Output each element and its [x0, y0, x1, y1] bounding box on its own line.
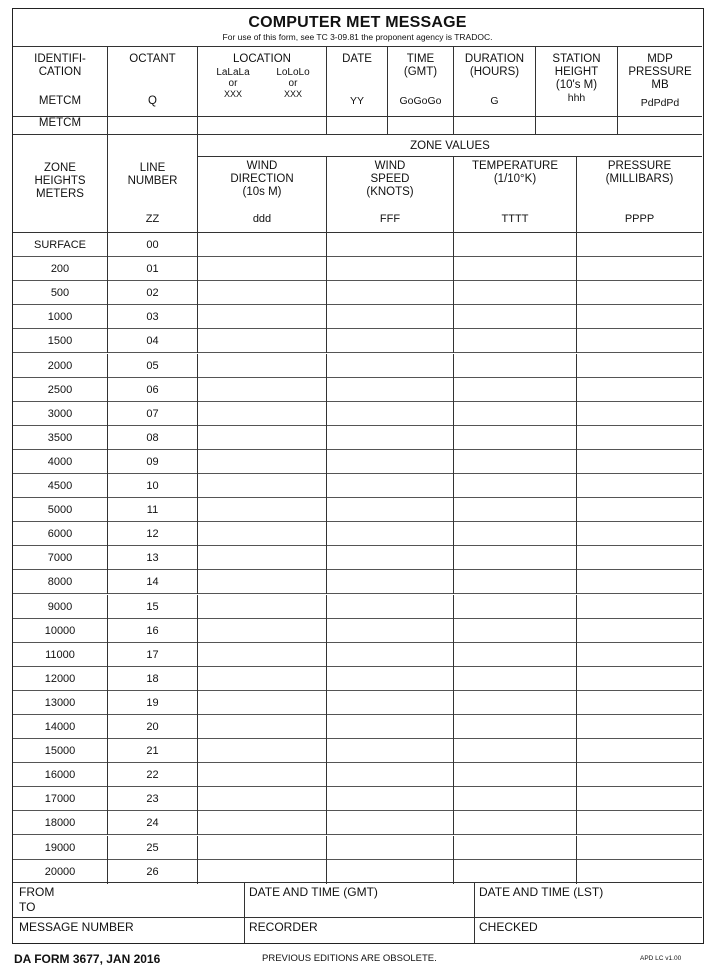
latitude-or: or	[228, 78, 238, 89]
pressure-cell[interactable]	[577, 836, 702, 860]
zone-height-cell: 200	[13, 257, 108, 281]
wind-speed-label: WIND SPEED (KNOTS)	[366, 160, 414, 198]
pressure-cell[interactable]	[577, 329, 702, 353]
temperature-cell[interactable]	[454, 570, 577, 594]
wind-direction-cell[interactable]	[198, 233, 327, 257]
wind-speed-header	[327, 157, 454, 233]
wind-direction-cell[interactable]	[198, 643, 327, 667]
duration-entry-field[interactable]	[454, 112, 536, 134]
pressure-cell[interactable]	[577, 811, 702, 835]
line-number-code: ZZ	[145, 213, 160, 225]
zone-height-cell: 15000	[13, 739, 108, 763]
wind-direction-cell[interactable]	[198, 691, 327, 715]
pressure-cell[interactable]	[577, 691, 702, 715]
zone-height-cell: 14000	[13, 715, 108, 739]
zone-height-cell: 18000	[13, 811, 108, 835]
line-number-cell: 23	[108, 787, 198, 811]
line-number-cell: 03	[108, 305, 198, 329]
wind-direction-cell[interactable]	[198, 739, 327, 763]
line-number-cell: 20	[108, 715, 198, 739]
wind-speed-cell[interactable]	[327, 257, 454, 281]
wind-speed-cell[interactable]	[327, 522, 454, 546]
octant-label: OCTANT	[129, 53, 176, 65]
table-row	[13, 450, 702, 474]
wind-speed-cell[interactable]	[327, 715, 454, 739]
wind-direction-cell[interactable]	[198, 811, 327, 835]
temperature-header	[454, 157, 577, 233]
table-row	[13, 739, 702, 763]
latitude-xxx: XXX	[223, 89, 242, 99]
temperature-cell[interactable]	[454, 643, 577, 667]
wind-speed-cell[interactable]	[327, 739, 454, 763]
wind-speed-cell[interactable]	[327, 787, 454, 811]
table-row	[13, 836, 702, 860]
wind-speed-cell[interactable]	[327, 860, 454, 884]
wind-direction-cell[interactable]	[198, 763, 327, 787]
temperature-cell[interactable]	[454, 426, 577, 450]
wind-speed-cell[interactable]	[327, 763, 454, 787]
line-number-cell: 05	[108, 354, 198, 378]
table-row	[13, 329, 702, 353]
zone-height-cell: SURFACE	[13, 233, 108, 257]
wind-direction-cell[interactable]	[198, 522, 327, 546]
mdp-pressure-entry-field[interactable]	[618, 112, 702, 134]
line-number-cell: 08	[108, 426, 198, 450]
temperature-cell[interactable]	[454, 763, 577, 787]
pressure-cell[interactable]	[577, 739, 702, 763]
date-time-lst-field[interactable]	[475, 883, 702, 918]
line-number-cell: 14	[108, 570, 198, 594]
wind-direction-cell[interactable]	[198, 474, 327, 498]
latitude-code: LaLaLa	[216, 67, 250, 78]
pressure-cell[interactable]	[577, 546, 702, 570]
temperature-cell[interactable]	[454, 595, 577, 619]
metcm-entry-row	[13, 112, 702, 135]
zone-height-cell: 3000	[13, 402, 108, 426]
checked-field[interactable]	[475, 918, 702, 943]
zone-height-cell: 1000	[13, 305, 108, 329]
line-number-cell: 07	[108, 402, 198, 426]
wind-speed-cell[interactable]	[327, 281, 454, 305]
line-number-cell: 00	[108, 233, 198, 257]
zone-height-cell: 19000	[13, 836, 108, 860]
wind-direction-label: WIND DIRECTION (10s M)	[230, 160, 294, 198]
wind-direction-cell[interactable]	[198, 305, 327, 329]
wind-speed-cell[interactable]	[327, 426, 454, 450]
table-row	[13, 691, 702, 715]
line-number-cell: 04	[108, 329, 198, 353]
table-row	[13, 763, 702, 787]
wind-direction-cell[interactable]	[198, 329, 327, 353]
checked-label: CHECKED	[479, 920, 538, 934]
table-row	[13, 281, 702, 305]
wind-direction-cell[interactable]	[198, 498, 327, 522]
wind-speed-cell[interactable]	[327, 354, 454, 378]
wind-direction-cell[interactable]	[198, 426, 327, 450]
temperature-cell[interactable]	[454, 354, 577, 378]
line-number-cell: 22	[108, 763, 198, 787]
temperature-cell[interactable]	[454, 329, 577, 353]
location-latitude	[204, 67, 262, 100]
temperature-cell[interactable]	[454, 715, 577, 739]
wind-speed-cell[interactable]	[327, 595, 454, 619]
line-number-label: LINE NUMBER	[127, 162, 178, 187]
time-code: GoGoGo	[399, 95, 442, 107]
table-row	[13, 546, 702, 570]
pressure-cell[interactable]	[577, 378, 702, 402]
table-row	[13, 811, 702, 835]
wind-speed-cell[interactable]	[327, 570, 454, 594]
wind-speed-cell[interactable]	[327, 305, 454, 329]
temperature-cell[interactable]	[454, 836, 577, 860]
pressure-cell[interactable]	[577, 257, 702, 281]
date-time-gmt-label: DATE AND TIME (GMT)	[249, 885, 378, 899]
line-number-cell: 26	[108, 860, 198, 884]
location-label: LOCATION	[233, 53, 291, 65]
wind-speed-cell[interactable]	[327, 811, 454, 835]
wind-direction-code: ddd	[252, 213, 272, 225]
identification-header	[13, 47, 702, 117]
table-row	[13, 667, 702, 691]
footer-message-row	[13, 918, 702, 943]
temperature-cell[interactable]	[454, 691, 577, 715]
table-row	[13, 305, 702, 329]
form-number: DA FORM 3677, JAN 2016	[14, 952, 161, 966]
table-row	[13, 570, 702, 594]
line-number-cell: 17	[108, 643, 198, 667]
line-number-cell: 25	[108, 836, 198, 860]
time-entry-field[interactable]	[388, 112, 454, 134]
line-number-cell: 15	[108, 595, 198, 619]
zone-heights-label: ZONE HEIGHTS METERS	[13, 135, 108, 233]
pressure-cell[interactable]	[577, 619, 702, 643]
line-number-cell: 18	[108, 667, 198, 691]
form-title: COMPUTER MET MESSAGE	[248, 14, 467, 31]
octant-entry-field[interactable]	[108, 112, 198, 134]
longitude-code: LoLoLo	[276, 67, 310, 78]
table-row	[13, 643, 702, 667]
zone-height-cell: 20000	[13, 860, 108, 884]
location-entry-field[interactable]	[198, 112, 327, 134]
pressure-cell[interactable]	[577, 643, 702, 667]
line-number-cell: 12	[108, 522, 198, 546]
wind-speed-cell[interactable]	[327, 619, 454, 643]
table-row	[13, 233, 702, 257]
table-row	[13, 402, 702, 426]
wind-direction-cell[interactable]	[198, 378, 327, 402]
pressure-cell[interactable]	[577, 305, 702, 329]
pressure-cell[interactable]	[577, 787, 702, 811]
pressure-cell[interactable]	[577, 763, 702, 787]
from-label: FROM	[19, 885, 55, 899]
wind-direction-cell[interactable]	[198, 787, 327, 811]
wind-speed-cell[interactable]	[327, 378, 454, 402]
pressure-cell[interactable]	[577, 354, 702, 378]
mdp-pressure-label: MDP PRESSURE MB	[628, 53, 692, 91]
temperature-cell[interactable]	[454, 378, 577, 402]
line-number-cell: 24	[108, 811, 198, 835]
pressure-cell[interactable]	[577, 233, 702, 257]
temperature-cell[interactable]	[454, 257, 577, 281]
longitude-or: or	[288, 78, 298, 89]
pressure-cell[interactable]	[577, 450, 702, 474]
temperature-cell[interactable]	[454, 402, 577, 426]
table-row	[13, 619, 702, 643]
table-row	[13, 787, 702, 811]
to-label: TO	[19, 900, 36, 914]
zone-height-cell: 1500	[13, 329, 108, 353]
date-code: YY	[349, 95, 364, 107]
recorder-label: RECORDER	[249, 920, 318, 934]
header-date	[327, 47, 388, 117]
station-height-code: hhh	[567, 92, 586, 104]
pressure-cell[interactable]	[577, 402, 702, 426]
line-number-cell: 16	[108, 619, 198, 643]
wind-direction-cell[interactable]	[198, 860, 327, 884]
pressure-header	[577, 157, 702, 233]
temperature-cell[interactable]	[454, 474, 577, 498]
zone-height-cell: 4000	[13, 450, 108, 474]
line-number-cell: 21	[108, 739, 198, 763]
wind-speed-cell[interactable]	[327, 643, 454, 667]
pressure-cell[interactable]	[577, 570, 702, 594]
date-time-gmt-field[interactable]	[245, 883, 475, 918]
previous-editions-note: PREVIOUS EDITIONS ARE OBSOLETE.	[262, 953, 437, 964]
duration-code: G	[490, 95, 499, 107]
line-number-header	[108, 135, 198, 233]
date-label: DATE	[342, 53, 372, 65]
header-duration	[454, 47, 536, 117]
zone-height-cell: 17000	[13, 787, 108, 811]
wind-direction-cell[interactable]	[198, 570, 327, 594]
station-height-label: STATION HEIGHT (10's M)	[552, 53, 601, 91]
time-label: TIME (GMT)	[403, 53, 438, 78]
wind-direction-header	[198, 157, 327, 233]
wind-speed-cell[interactable]	[327, 450, 454, 474]
wind-direction-cell[interactable]	[198, 595, 327, 619]
zone-height-cell: 4500	[13, 474, 108, 498]
wind-speed-cell[interactable]	[327, 474, 454, 498]
wind-direction-cell[interactable]	[198, 715, 327, 739]
wind-direction-cell[interactable]	[198, 354, 327, 378]
table-row	[13, 378, 702, 402]
temperature-cell[interactable]	[454, 522, 577, 546]
table-row	[13, 860, 702, 884]
form-subtitle: For use of this form, see TC 3-09.81 the proponent agency is TRADOC.	[222, 32, 493, 42]
wind-speed-cell[interactable]	[327, 836, 454, 860]
met-message-form	[12, 8, 704, 944]
wind-speed-cell[interactable]	[327, 329, 454, 353]
zone-height-cell: 500	[13, 281, 108, 305]
location-longitude	[264, 67, 322, 100]
temperature-cell[interactable]	[454, 860, 577, 884]
temperature-cell[interactable]	[454, 233, 577, 257]
table-row	[13, 257, 702, 281]
line-number-cell: 11	[108, 498, 198, 522]
from-to-field[interactable]	[13, 883, 245, 918]
temperature-cell[interactable]	[454, 546, 577, 570]
zone-height-cell: 11000	[13, 643, 108, 667]
line-number-cell: 10	[108, 474, 198, 498]
octant-code: Q	[148, 95, 157, 107]
header-location	[198, 47, 327, 117]
line-number-cell: 19	[108, 691, 198, 715]
temperature-cell[interactable]	[454, 811, 577, 835]
duration-label: DURATION (HOURS)	[464, 53, 525, 78]
identification-code: METCM	[38, 95, 82, 107]
line-number-cell: 09	[108, 450, 198, 474]
header-time	[388, 47, 454, 117]
temperature-label: TEMPERATURE (1/10°K)	[471, 160, 559, 185]
temperature-code: TTTT	[501, 213, 529, 225]
wind-direction-cell[interactable]	[198, 257, 327, 281]
pressure-cell[interactable]	[577, 667, 702, 691]
table-row	[13, 498, 702, 522]
wind-speed-cell[interactable]	[327, 691, 454, 715]
table-row	[13, 522, 702, 546]
wind-speed-code: FFF	[379, 213, 401, 225]
zone-header	[13, 135, 702, 233]
mdp-pressure-code: PdPdPd	[640, 97, 680, 109]
message-number-field[interactable]	[13, 918, 245, 943]
zone-height-cell: 7000	[13, 546, 108, 570]
zone-height-cell: 2000	[13, 354, 108, 378]
date-entry-field[interactable]	[327, 112, 388, 134]
footer-from-row	[13, 882, 702, 918]
temperature-cell[interactable]	[454, 281, 577, 305]
pressure-cell[interactable]	[577, 426, 702, 450]
zone-height-cell: 2500	[13, 378, 108, 402]
wind-speed-cell[interactable]	[327, 667, 454, 691]
header-octant	[108, 47, 198, 117]
line-number-cell: 01	[108, 257, 198, 281]
zone-height-cell: 10000	[13, 619, 108, 643]
pressure-cell[interactable]	[577, 595, 702, 619]
form-title-area	[13, 9, 702, 47]
zone-height-cell: 6000	[13, 522, 108, 546]
wind-direction-cell[interactable]	[198, 836, 327, 860]
metcm-entry-label: METCM	[13, 112, 108, 134]
wind-direction-cell[interactable]	[198, 619, 327, 643]
zone-values-label: ZONE VALUES	[198, 135, 702, 157]
temperature-cell[interactable]	[454, 498, 577, 522]
temperature-cell[interactable]	[454, 787, 577, 811]
wind-speed-cell[interactable]	[327, 546, 454, 570]
wind-direction-cell[interactable]	[198, 450, 327, 474]
zone-data-table	[13, 233, 702, 883]
zone-height-cell: 3500	[13, 426, 108, 450]
pressure-cell[interactable]	[577, 522, 702, 546]
header-mdp-pressure	[618, 47, 702, 117]
temperature-cell[interactable]	[454, 305, 577, 329]
temperature-cell[interactable]	[454, 450, 577, 474]
pressure-cell[interactable]	[577, 474, 702, 498]
wind-direction-cell[interactable]	[198, 546, 327, 570]
zone-height-cell: 13000	[13, 691, 108, 715]
station-height-entry-field[interactable]	[536, 112, 618, 134]
temperature-cell[interactable]	[454, 619, 577, 643]
header-identification	[13, 47, 108, 117]
longitude-xxx: XXX	[283, 89, 302, 99]
zone-height-cell: 5000	[13, 498, 108, 522]
version-label: APD LC v1.00	[640, 955, 682, 962]
line-number-cell: 02	[108, 281, 198, 305]
wind-speed-cell[interactable]	[327, 233, 454, 257]
identification-label: IDENTIFI- CATION	[34, 53, 86, 78]
zone-height-cell: 16000	[13, 763, 108, 787]
zone-height-cell: 12000	[13, 667, 108, 691]
table-row	[13, 715, 702, 739]
wind-speed-cell[interactable]	[327, 498, 454, 522]
table-row	[13, 426, 702, 450]
zone-height-cell: 8000	[13, 570, 108, 594]
pressure-cell[interactable]	[577, 715, 702, 739]
pressure-cell[interactable]	[577, 498, 702, 522]
table-row	[13, 474, 702, 498]
message-number-label: MESSAGE NUMBER	[19, 920, 134, 934]
table-row	[13, 354, 702, 378]
table-row	[13, 595, 702, 619]
temperature-cell[interactable]	[454, 739, 577, 763]
header-station-height	[536, 47, 618, 117]
temperature-cell[interactable]	[454, 667, 577, 691]
wind-direction-cell[interactable]	[198, 667, 327, 691]
line-number-cell: 13	[108, 546, 198, 570]
line-number-cell: 06	[108, 378, 198, 402]
pressure-label: PRESSURE (MILLIBARS)	[605, 160, 674, 185]
date-time-lst-label: DATE AND TIME (LST)	[479, 885, 604, 899]
pressure-cell[interactable]	[577, 281, 702, 305]
recorder-field[interactable]	[245, 918, 475, 943]
pressure-code: PPPP	[624, 213, 655, 225]
zone-height-cell: 9000	[13, 595, 108, 619]
wind-speed-cell[interactable]	[327, 402, 454, 426]
wind-direction-cell[interactable]	[198, 281, 327, 305]
wind-direction-cell[interactable]	[198, 402, 327, 426]
pressure-cell[interactable]	[577, 860, 702, 884]
